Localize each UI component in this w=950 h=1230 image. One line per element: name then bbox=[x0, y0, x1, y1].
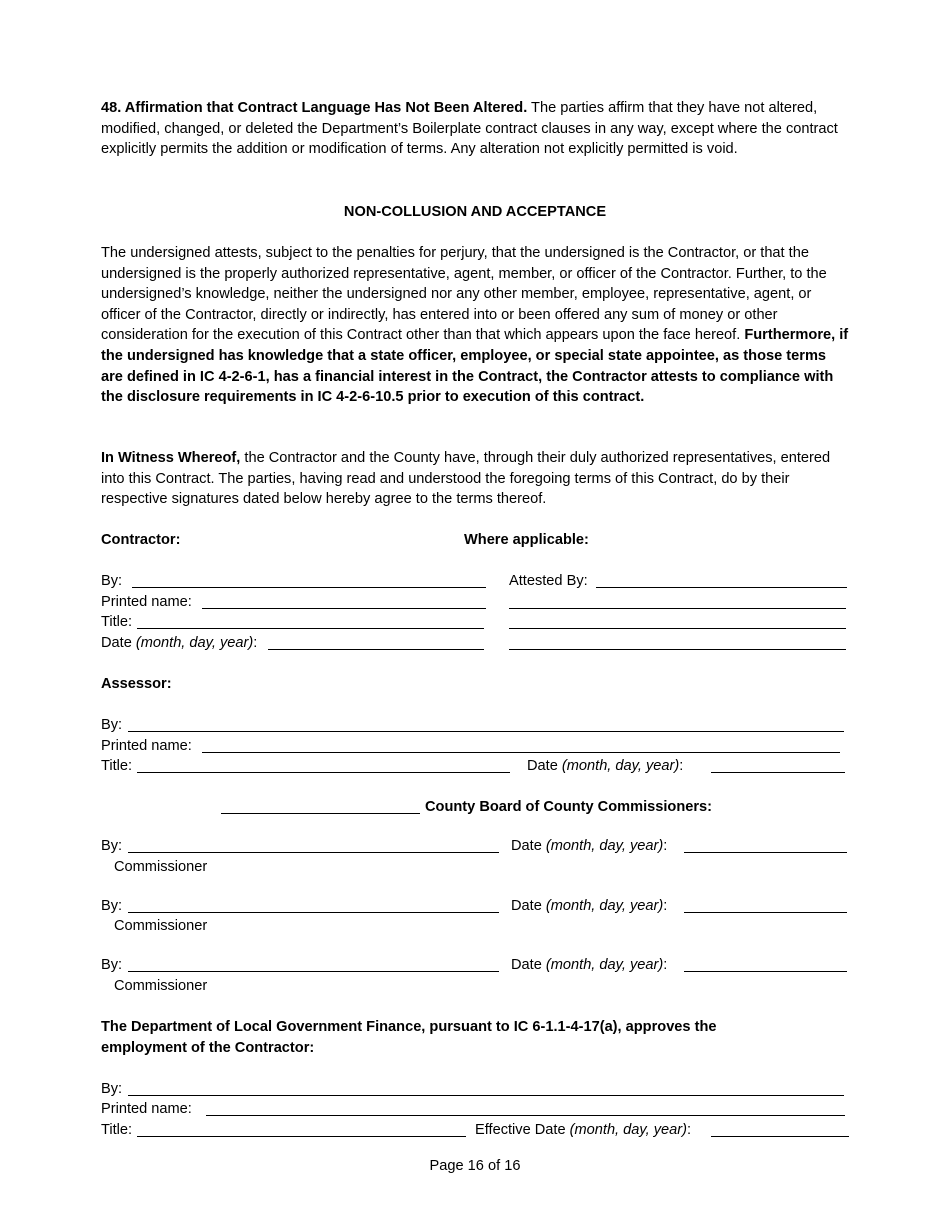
attested-by-label: Attested By: bbox=[509, 573, 588, 589]
commissioner-role-label: Commissioner bbox=[114, 859, 208, 875]
commissioner-by-field[interactable] bbox=[128, 912, 499, 913]
where-applicable-heading: Where applicable: bbox=[464, 532, 589, 548]
contractor-printed-name-field[interactable] bbox=[202, 608, 486, 609]
commissioner-date-field[interactable] bbox=[684, 912, 847, 913]
dlgf-heading: The Department of Local Government Finance, pursuant to IC 6-1.1-4-17(a), approves the employment of the Contractor: bbox=[101, 1019, 717, 1056]
dlgf-title-field[interactable] bbox=[137, 1136, 466, 1137]
assessor-by-field[interactable] bbox=[128, 731, 844, 732]
commissioner-by-field[interactable] bbox=[128, 852, 499, 853]
noncollusion-heading: NON-COLLUSION AND ACCEPTANCE bbox=[343, 204, 607, 220]
contractor-by-field[interactable] bbox=[132, 587, 486, 588]
witness-lead: In Witness Whereof, bbox=[101, 450, 241, 466]
contractor-printed-name-label: Printed name: bbox=[101, 594, 192, 610]
assessor-title-field[interactable] bbox=[137, 772, 510, 773]
commissioner-by-label: By: bbox=[101, 957, 123, 973]
dlgf-title-label: Title: bbox=[101, 1122, 133, 1138]
assessor-date-label: Date (month, day, year): bbox=[527, 758, 684, 774]
witness-body: the Contractor and the County have, through their duly authorized representatives, entered into this Contract. The parties, having read and understood the foregoing terms of this Contract, do by their respective signatures dated below hereby agree to the terms thereof. bbox=[101, 450, 831, 508]
county-name-field[interactable] bbox=[221, 813, 420, 814]
county-board-heading: County Board of County Commissioners: bbox=[425, 799, 713, 815]
dlgf-printed-name-field[interactable] bbox=[206, 1115, 845, 1116]
contractor-title-label: Title: bbox=[101, 614, 133, 630]
contractor-heading: Contractor: bbox=[101, 532, 181, 548]
commissioner-date-field[interactable] bbox=[684, 852, 847, 853]
witness-paragraph bbox=[101, 448, 849, 510]
commissioner-date-label: Date (month, day, year): bbox=[511, 838, 668, 854]
commissioner-date-label: Date (month, day, year): bbox=[511, 957, 668, 973]
page-number: Page 16 of 16 bbox=[429, 1158, 521, 1174]
noncollusion-bold-body: Furthermore, if the undersigned has knowledge that a state officer, employee, or special state appointee, as those terms are defined in IC 4-2-6-1, has a financial interest in the Contract, the Contractor attests to compliance with the disclosure requirements in IC 4-2-6-10.5 prior to execution of this contract. bbox=[101, 327, 849, 406]
attested-by-field[interactable] bbox=[596, 587, 847, 588]
attested-line-4[interactable] bbox=[509, 649, 846, 650]
dlgf-effective-date-label: Effective Date (month, day, year): bbox=[475, 1122, 692, 1138]
commissioner-date-field[interactable] bbox=[684, 971, 847, 972]
noncollusion-paragraph bbox=[101, 243, 849, 408]
contractor-by-label: By: bbox=[101, 573, 123, 589]
dlgf-by-label: By: bbox=[101, 1081, 123, 1097]
dlgf-effective-date-field[interactable] bbox=[711, 1136, 849, 1137]
section-48-body: The parties affirm that they have not altered, modified, changed, or deleted the Department’s Boilerplate contract clauses in any way, except where the contract explicitly permits the addition or modification of terms. Any alteration not explicitly permitted is void. bbox=[101, 100, 838, 158]
assessor-date-field[interactable] bbox=[711, 772, 845, 773]
assessor-by-label: By: bbox=[101, 717, 123, 733]
attested-line-2[interactable] bbox=[509, 608, 846, 609]
commissioner-date-label: Date (month, day, year): bbox=[511, 898, 668, 914]
commissioner-role-label: Commissioner bbox=[114, 978, 208, 994]
commissioner-role-label: Commissioner bbox=[114, 918, 208, 934]
attested-line-3[interactable] bbox=[509, 628, 846, 629]
noncollusion-body: The undersigned attests, subject to the penalties for perjury, that the undersigned is the Contractor, or that the undersigned is the properly authorized representative, agent, member, or officer of the Contractor. Further, to the undersigned’s knowledge, neither the undersigned nor any other member, employee, representative, agent, or officer of the Contractor, directly or indirectly, has entered into or been offered any sum of money or other consideration for the execution of this Contract other than that which appears upon the face hereof. bbox=[101, 245, 827, 344]
assessor-printed-name-label: Printed name: bbox=[101, 738, 192, 754]
contractor-date-label: Date (month, day, year): bbox=[101, 635, 258, 651]
assessor-printed-name-field[interactable] bbox=[202, 752, 840, 753]
section-48-paragraph bbox=[101, 98, 849, 160]
contractor-title-field[interactable] bbox=[137, 628, 484, 629]
commissioner-by-field[interactable] bbox=[128, 971, 499, 972]
assessor-heading: Assessor: bbox=[101, 676, 172, 692]
contractor-date-field[interactable] bbox=[268, 649, 484, 650]
dlgf-by-field[interactable] bbox=[128, 1095, 844, 1096]
assessor-title-label: Title: bbox=[101, 758, 133, 774]
section-48-title: 48. Affirmation that Contract Language Has Not Been Altered. bbox=[101, 100, 528, 116]
dlgf-printed-name-label: Printed name: bbox=[101, 1101, 192, 1117]
commissioner-by-label: By: bbox=[101, 838, 123, 854]
commissioner-by-label: By: bbox=[101, 898, 123, 914]
